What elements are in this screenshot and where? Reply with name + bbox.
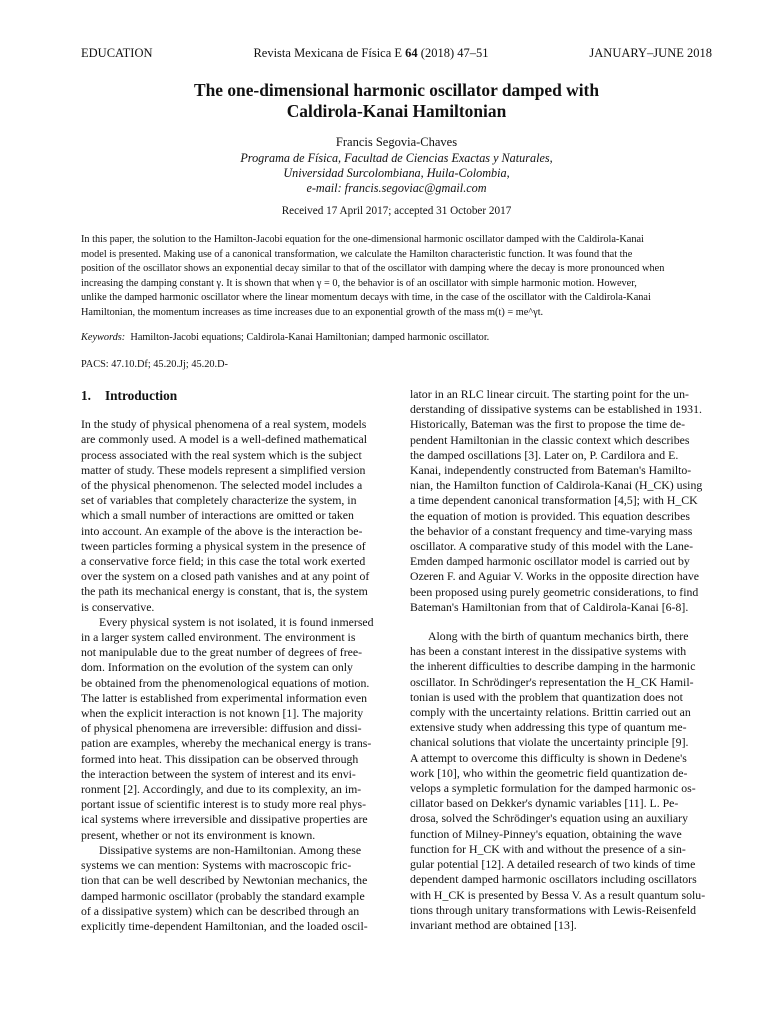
abstract-line: increasing the damping constant γ. It is shown that when γ = 0, the behavior is of an oscillator with simple harmonic motion. However, <box>81 277 637 289</box>
text-line: Emden damped harmonic oscillator model is carried out by <box>410 554 690 569</box>
text-line: ical systems where irreversible and dissipative properties are <box>81 812 368 827</box>
text-line: pation are examples, whereby the mechanical energy is trans- <box>81 736 372 751</box>
text-line: oscillator. In Schrödinger's representation the H_CK Hamil- <box>410 674 694 689</box>
text-line: is conservative. <box>81 599 155 614</box>
text-line: The latter is established from experimental information even <box>81 690 367 705</box>
text-line: Kanai, independently constructed from Bateman's Hamilto- <box>410 463 692 478</box>
text-line: damped harmonic oscillator (probably the standard example <box>81 888 365 903</box>
abstract <box>81 233 712 321</box>
journal-volume: 64 <box>405 46 418 60</box>
text-line: the interaction between the system of interest and its envi- <box>81 766 356 781</box>
text-line: Dissipative systems are non-Hamiltonian. Among these <box>99 842 362 857</box>
section-number: 1. <box>81 388 91 403</box>
text-line: tion that can be well described by Newtonian mechanics, the <box>81 873 368 888</box>
text-line: the inherent difficulties to describe damping in the harmonic <box>410 659 696 674</box>
text-line: the path its mechanical energy is constant, that is, the system <box>81 584 368 599</box>
abstract-line: In this paper, the solution to the Hamilton-Jacobi equation for the one-dimensional harmonic oscillator damped with the Caldirola-Kanai <box>81 234 644 245</box>
text-line: comply with the uncertainty relations. Brittin carried out an <box>410 705 691 720</box>
journal-year-pages: (2018) 47–51 <box>417 46 489 60</box>
text-line: the equation of motion is provided. This equation describes <box>410 508 690 523</box>
text-line: in a larger system called environment. The environment is <box>81 630 356 645</box>
journal-name: Revista Mexicana de Física E <box>253 46 406 60</box>
text-line: portant issue of scientific interest is to study more real phys- <box>81 797 367 812</box>
text-line: been proposed using purely geometric considerations, to find <box>410 584 699 599</box>
text-line: Historically, Bateman was the first to propose the time de- <box>410 417 686 432</box>
title-line-1: The one-dimensional harmonic oscillator damped with <box>193 80 599 100</box>
text-line: set of variables that completely characterize the system, in <box>81 493 357 508</box>
text-line: work [10], who within the geometric field quantization de- <box>410 765 688 780</box>
text-line: function of Milney-Pinney's equation, obtaining the wave <box>410 826 682 841</box>
text-line: a time dependent canonical transformation [4,5]; with H_CK <box>410 493 698 508</box>
right-column <box>410 387 713 933</box>
text-line: dom. Information on the evolution of the system can only <box>81 660 353 675</box>
text-line: be obtained from the phenomenological equations of motion. <box>81 675 370 690</box>
text-line: tions through unitary transformations with Lewis-Reisenfeld <box>410 902 697 917</box>
text-line: are commonly used. A model is a well-defined mathematical <box>81 432 367 447</box>
text-line: A attempt to overcome this difficulty is shown in Dedene's <box>410 750 687 765</box>
keywords <box>81 332 712 343</box>
right-paragraph-2 <box>410 629 713 933</box>
text-line: into account. An example of the above is the interaction be- <box>81 523 363 538</box>
text-line: ronment [2]. Accordingly, and due to its complexity, an im- <box>81 782 362 797</box>
text-line: extensive study when addressing this type of quantum me- <box>410 720 687 735</box>
section-label: EDUCATION <box>81 46 153 60</box>
author-email[interactable]: e-mail: francis.segoviac@gmail.com <box>306 181 487 195</box>
text-line: present, whether or not its environment is known. <box>81 827 316 842</box>
received-dates: Received 17 April 2017; accepted 31 October 2017 <box>281 205 512 217</box>
left-paragraph-1 <box>81 417 384 615</box>
title-line-2: Caldirola-Kanai Hamiltonian <box>286 101 507 121</box>
abstract-line: model is presented. Making use of a canonical transformation, we calculate the Hamilton characteristic function. It was found that the <box>81 248 633 260</box>
text-line: chanical solutions that violate the uncertainty principle [9]. <box>410 735 689 750</box>
text-line: a conservative force field; in this case the total work exerted <box>81 554 366 569</box>
text-line: with H_CK is presented by Bessa V. As a result quantum solu- <box>410 887 706 902</box>
abstract-line: unlike the damped harmonic oscillator where the linear momentum decays with time, in the case of the oscillator with the Caldirola-Kanai <box>81 292 651 304</box>
text-line: not manipulable due to the great number of degrees of free- <box>81 645 363 660</box>
text-line: dependent damped harmonic oscillators including oscillators <box>410 872 697 887</box>
text-line: process associated with the real system which is the subject <box>81 447 362 462</box>
text-line: invariant method are obtained [13]. <box>410 917 577 932</box>
text-line: Bateman's Hamiltonian from that of Caldirola-Kanai [6-8]. <box>410 599 689 614</box>
text-line: over the system on a closed path vanishes and at any point of <box>81 569 370 584</box>
text-line: gular potential [12]. A detailed research of two kinds of time <box>410 857 696 872</box>
paper-title <box>81 80 712 122</box>
text-line: the damped oscillations [3]. Later on, P. Cardilora and E. <box>410 447 679 462</box>
text-line: systems we can mention: Systems with macroscopic fric- <box>81 858 352 873</box>
paragraph-gap <box>410 615 713 629</box>
author-block <box>81 135 712 196</box>
abstract-line: Hamiltonian, the momentum increases as time increases due to an exponential growth of the mass m(t) = me^γt. <box>81 306 544 318</box>
right-paragraph-1 <box>410 387 713 615</box>
journal-citation <box>253 46 488 61</box>
text-line: explicitly time-dependent Hamiltonian, and the loaded oscil- <box>81 918 368 933</box>
abstract-line: position of the oscillator shows an exponential decay similar to that of the oscillator with damping where the decay is more pronounced when <box>81 263 665 275</box>
text-line: tween particles forming a physical system in the presence of <box>81 538 366 553</box>
text-line: Every physical system is not isolated, it is found inmersed <box>99 614 374 629</box>
text-line: the behavior of a constant frequency and time-varying mass <box>410 523 693 538</box>
text-line: function for H_CK with and without the presence of a sin- <box>410 841 686 856</box>
text-line: has been a constant interest in the dissipative systems with <box>410 644 687 659</box>
left-column <box>81 388 384 934</box>
keywords-text: Hamilton-Jacobi equations; Caldirola-Kanai Hamiltonian; damped harmonic oscillator. <box>130 332 490 343</box>
text-line: which a small number of interactions are omitted or taken <box>81 508 354 523</box>
affiliation-line-1: Programa de Física, Facultad de Ciencias Exactas y Naturales, <box>240 151 553 165</box>
text-line: In the study of physical phenomena of a real system, models <box>81 417 367 432</box>
text-line: of physical phenomena are irreversible: diffusion and dissi- <box>81 721 362 736</box>
section-title: Introduction <box>104 388 178 403</box>
text-line: formed into heat. This dissipation can be observed through <box>81 751 359 766</box>
text-line: velops a sympletic formulation for the damped harmonic os- <box>410 781 696 796</box>
text-line: of a dissipative system) which can be described through an <box>81 903 360 918</box>
keywords-label: Keywords: <box>81 332 126 343</box>
issue-date: JANUARY–JUNE 2018 <box>589 46 712 60</box>
text-line: derstanding of dissipative systems can be established in 1931. <box>410 402 702 417</box>
section-heading-introduction <box>81 388 384 403</box>
pacs-codes: PACS: 47.10.Df; 45.20.Jj; 45.20.D- <box>81 359 228 370</box>
text-line: drosa, solved the Schrödinger's equation using an auxiliary <box>410 811 688 826</box>
left-paragraph-3 <box>81 843 384 934</box>
text-line: when the explicit interaction is not known [1]. The majority <box>81 706 364 721</box>
text-line: matter of study. These models represent a simplified version <box>81 462 366 477</box>
text-line: tonian is used with the problem that quantization does not <box>410 689 683 704</box>
author-name: Francis Segovia-Chaves <box>335 135 458 149</box>
affiliation-line-2: Universidad Surcolombiana, Huila-Colombia, <box>283 166 510 180</box>
text-line: Along with the birth of quantum mechanics birth, there <box>428 629 689 644</box>
text-line: Ozeren F. and Aguiar V. Works in the opposite direction have <box>410 569 700 584</box>
text-line: nian, the Hamilton function of Caldirola-Kanai (H_CK) using <box>410 478 703 493</box>
text-line: lator in an RLC linear circuit. The starting point for the un- <box>410 387 689 401</box>
text-line: cillator based on Dekker's dynamic variables [11]. L. Pe- <box>410 796 679 811</box>
left-paragraph-2 <box>81 615 384 843</box>
running-head <box>81 46 712 61</box>
text-line: oscillator. A comparative study of this model with the Lane- <box>410 539 694 554</box>
text-line: of the physical phenomenon. The selected model includes a <box>81 478 363 493</box>
text-line: pendent Hamiltonian in the classic context which describes <box>410 432 690 447</box>
